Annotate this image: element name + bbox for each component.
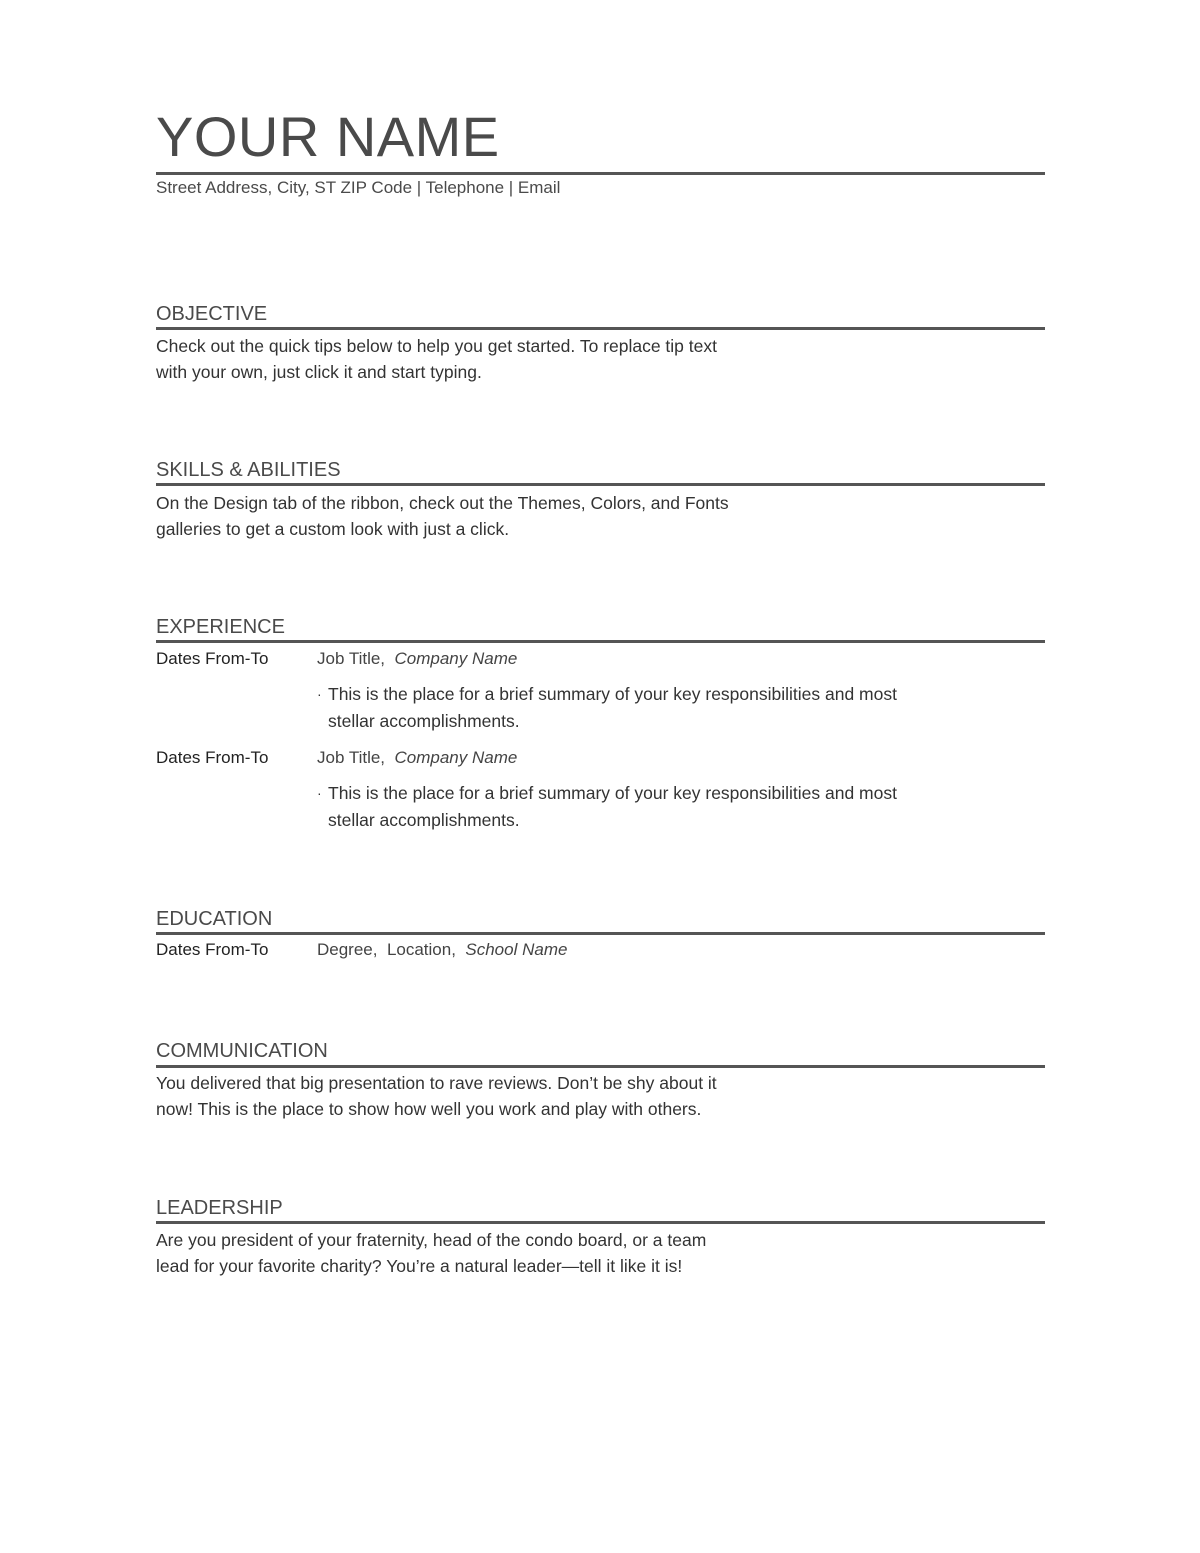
experience-divider [156, 640, 1045, 643]
company-name: Company Name [394, 748, 518, 767]
bullet-marker: · [317, 686, 322, 702]
school-name: School Name [465, 940, 568, 959]
leadership-divider [156, 1221, 1045, 1224]
skills-heading[interactable]: SKILLS & ABILITIES [156, 459, 341, 481]
objective-line: with your own, just click it and start typing. [156, 362, 482, 382]
name-divider [156, 172, 1045, 175]
leadership-text[interactable] [156, 1227, 816, 1279]
bullet-marker: · [317, 785, 322, 801]
experience-dates[interactable]: Dates From-To [156, 649, 269, 668]
communication-heading[interactable]: COMMUNICATION [156, 1040, 328, 1062]
summary-line: stellar accomplishments. [328, 711, 520, 731]
education-dates[interactable]: Dates From-To [156, 940, 269, 959]
summary-line: This is the place for a brief summary of your key responsibilities and most [328, 684, 897, 704]
education-divider [156, 932, 1045, 935]
job-title: Job Title, [317, 649, 386, 668]
experience-job[interactable] [317, 747, 517, 769]
leadership-line: lead for your favorite charity? You’re a natural leader—tell it like it is! [156, 1256, 683, 1276]
communication-text[interactable] [156, 1070, 816, 1122]
experience-heading[interactable]: EXPERIENCE [156, 616, 285, 638]
objective-heading[interactable]: OBJECTIVE [156, 303, 268, 325]
company-name: Company Name [394, 649, 518, 668]
communication-divider [156, 1065, 1045, 1068]
summary-line: stellar accomplishments. [328, 810, 520, 830]
leadership-heading[interactable]: LEADERSHIP [156, 1197, 283, 1219]
skills-line: On the Design tab of the ribbon, check out the Themes, Colors, and Fonts [156, 493, 729, 513]
skills-text[interactable] [156, 490, 816, 542]
contact-info[interactable]: Street Address, City, ST ZIP Code | Telephone | Email [156, 178, 561, 197]
school-location: Location, [386, 940, 456, 959]
education-heading[interactable]: EDUCATION [156, 908, 273, 930]
education-entry[interactable] [317, 939, 567, 961]
summary-line: This is the place for a brief summary of your key responsibilities and most [328, 783, 897, 803]
objective-divider [156, 327, 1045, 330]
experience-summary[interactable] [317, 681, 1017, 735]
experience-job[interactable] [317, 648, 517, 670]
degree: Degree, [317, 940, 378, 959]
objective-text[interactable] [156, 333, 816, 385]
skills-divider [156, 483, 1045, 486]
objective-line: Check out the quick tips below to help you get started. To replace tip text [156, 336, 717, 356]
leadership-line: Are you president of your fraternity, head of the condo board, or a team [156, 1230, 707, 1250]
job-title: Job Title, [317, 748, 386, 767]
communication-line: now! This is the place to show how well you work and play with others. [156, 1099, 702, 1119]
communication-line: You delivered that big presentation to rave reviews. Don’t be shy about it [156, 1073, 717, 1093]
experience-summary[interactable] [317, 780, 1017, 834]
skills-line: galleries to get a custom look with just a click. [156, 519, 510, 539]
resume-name[interactable]: YOUR NAME [156, 105, 500, 168]
experience-dates[interactable]: Dates From-To [156, 748, 269, 767]
